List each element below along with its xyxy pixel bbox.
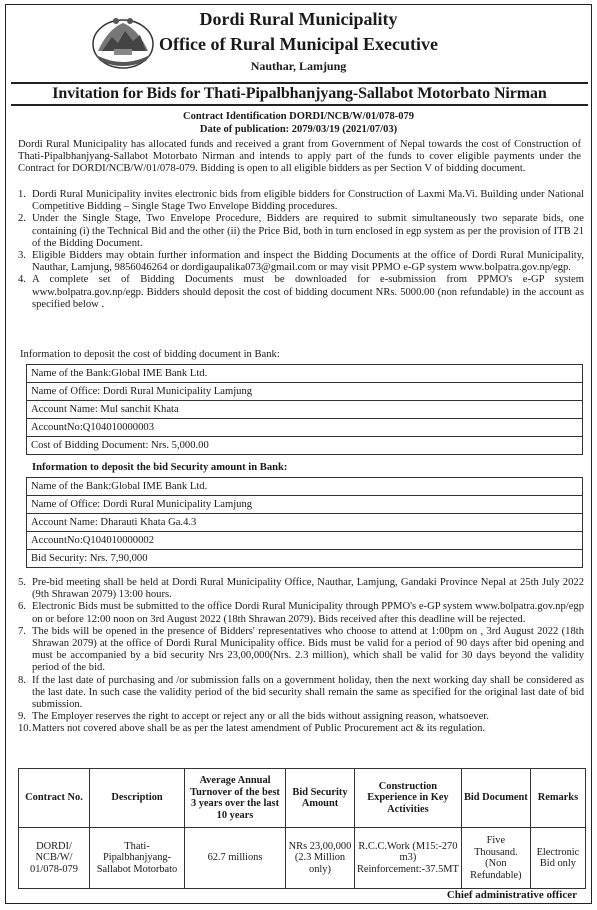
column-header: Bid Security Amount <box>286 769 355 828</box>
list-item: 7. The bids will be opened in the presence of Bidders' representatives who choose to attend at 1:00pm on , 3rd August 2022 (18th Shrawan 2079) at the office of Dordi Rural Municipality office. Bids must be valid for a period of 90 days after bid opening and must be accompanied by a bid security Nrs 23,00,000(Nrs. 2.3 million), which shall be valid for 30 days beyond the validity period of the bid. <box>18 625 584 674</box>
table-cell: Five Thousand. (Non Refundable) <box>461 828 530 889</box>
table-cell: 62.7 millions <box>185 828 286 889</box>
bank-security-heading: Information to deposit the bid Security amount in Bank: <box>32 462 288 473</box>
table-row: Name of the Bank:Global IME Bank Ltd. <box>27 478 583 496</box>
column-header: Contract No. <box>19 769 90 828</box>
table-row: Bid Security: Nrs. 7,90,000 <box>27 550 583 568</box>
signature-line: Chief administrative officer <box>446 889 577 901</box>
intro-paragraph: Dordi Rural Municipality has allocated funds and received a grant from Government of Nepal towards the cost of Construction of Thati-Pipalbhanjyang-Sallabot Motorbato Nirman and intends to apply part of the funds to cover eligible payments under the Contract for DORDI/NCB/W/01/078-079. Bidding is open to all eligible bidders as per Section V of bidding document. <box>18 139 581 175</box>
list-item: 8. If the last date of purchasing and /or submission falls on a government holiday, then the next working day shall be considered as the last date. In such case the validity period of the bid security shall remain the same as specified for the original last date of bid submission. <box>18 674 584 711</box>
table-row: AccountNo:Q104010000003 <box>27 419 583 437</box>
bank-cost-table <box>26 364 583 455</box>
table-cell: Electronic Bid only <box>530 828 585 889</box>
list-item: 5. Pre-bid meeting shall be held at Dordi Rural Municipality Office, Nauthar, Lamjung, Gandaki Province Nepal at 25th July 2022 (9th Shrawan 2079) 13:00 hours. <box>18 577 584 601</box>
table-row: AccountNo:Q104010000002 <box>27 532 583 550</box>
list-item: 2. Under the Single Stage, Two Envelope Procedure, Bidders are required to submit simultaneously two separate bids, one containing (i) the Technical Bid and the other (ii) the Price Bid, both in turn enclosed in egp system as per the provision of ITB 21 of the Bidding Document. <box>18 213 584 249</box>
bank-cost-heading: Information to deposit the cost of bidding document in Bank: <box>20 349 280 360</box>
contract-identification: Contract Identification DORDI/NCB/W/01/078-079 <box>183 111 414 122</box>
list-item: 6. Electronic Bids must be submitted to the office Dordi Rural Municipality through PPMO's e-GP system www.bolpatra.gov.np/egp on or before 12:00 noon on 3rd August 2022 (18th Shrawan 2079). Bids received after this deadline will be rejected. <box>18 601 584 625</box>
notice-header <box>6 5 591 81</box>
column-header: Bid Document <box>461 769 530 828</box>
list-item: 9. The Employer reserves the right to accept or reject any or all the bids without assigning reason, whatsoever. <box>18 711 489 723</box>
table-row <box>19 828 586 889</box>
numbered-list-part-1 <box>18 189 584 311</box>
table-header-row <box>19 769 586 828</box>
table-row: Name of the Bank:Global IME Bank Ltd. <box>27 365 583 383</box>
bid-summary-table <box>18 768 586 889</box>
column-header: Construction Experience in Key Activities <box>355 769 462 828</box>
numbered-list-part-2 <box>18 577 584 736</box>
list-item: 10. Matters not covered above shall be as per the latest amendment of Public Procurement act & its regulation. <box>18 723 486 735</box>
table-cell: DORDI/ NCB/W/ 01/078-079 <box>19 828 90 889</box>
notice-title: Invitation for Bids for Thati-Pipalbhanjyang-Sallabot Motorbato Nirman <box>11 82 588 106</box>
table-row: Cost of Bidding Document: Nrs. 5,000.00 <box>27 437 583 455</box>
table-cell: NRs 23,00,000 (2.3 Million only) <box>286 828 355 889</box>
table-row: Name of Office: Dordi Rural Municipality Lamjung <box>27 383 583 401</box>
table-row: Account Name: Mul sanchit Khata <box>27 401 583 419</box>
table-cell: R.C.C.Work (M15:-270 m3) Reinforcement:-37.5MT <box>355 828 462 889</box>
table-row: Name of Office: Dordi Rural Municipality Lamjung <box>27 496 583 514</box>
column-header: Description <box>90 769 185 828</box>
list-item: 1. Dordi Rural Municipality invites electronic bids from eligible bidders for Construction of Laxmi Ma.Vi. Building under National Competitive Bidding – Single Stage Two Envelope Bidding procedures. <box>18 189 584 213</box>
publication-date: Date of publication: 2079/03/19 (2021/07/03) <box>199 124 398 135</box>
bank-security-table <box>26 477 583 568</box>
notice-frame <box>5 4 592 904</box>
table-row: Account Name: Dharauti Khata Ga.4.3 <box>27 514 583 532</box>
table-cell: Thati-Pipalbhanjyang-Sallabot Motorbato <box>90 828 185 889</box>
municipality-name: Dordi Rural Municipality <box>199 9 398 29</box>
office-name: Office of Rural Municipal Executive <box>159 34 438 54</box>
column-header: Average Annual Turnover of the best 3 years over the last 10 years <box>185 769 286 828</box>
list-item: 4. A complete set of Bidding Documents must be downloaded for e-submission from PPMO's e-GP system www.bolpatra.gov.np/egp. Bidders should deposit the cost of bidding document NRs. 5000.00 (non refundable) in the account as specified below . <box>18 274 584 310</box>
office-address: Nauthar, Lamjung <box>250 59 347 73</box>
column-header: Remarks <box>530 769 585 828</box>
list-item: 3. Eligible Bidders may obtain further information and inspect the Bidding Documents at the office of Dordi Rural Municipality, Nauthar, Lamjung, 9856046264 or dordigaupalika073@gmail.com or may visit PPMO e-GP system www.bolpatra.gov.np/egp. <box>18 250 584 274</box>
